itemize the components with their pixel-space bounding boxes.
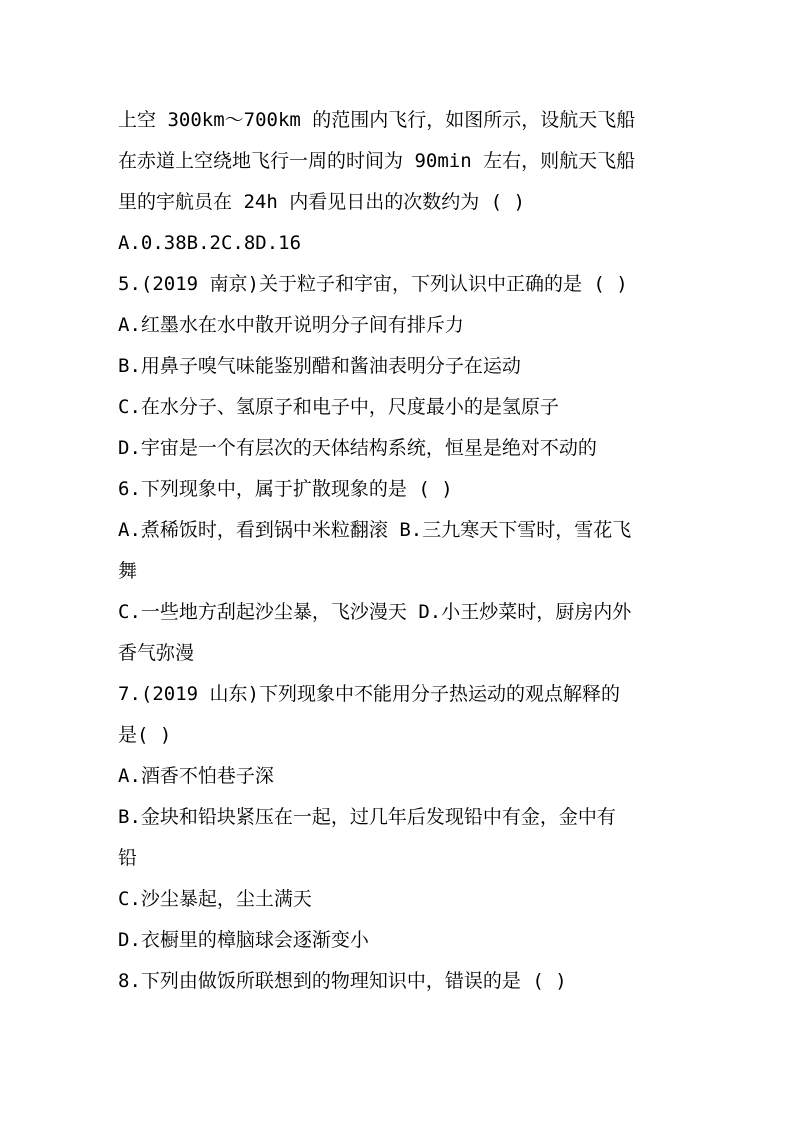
q5-option-a: A.红墨水在水中散开说明分子间有排斥力 xyxy=(118,314,464,336)
q7-stem-cont: 是( ) xyxy=(118,724,172,746)
q7-option-b-cont: 铅 xyxy=(118,847,138,869)
q6-stem: 6.下列现象中，属于扩散现象的是 ( ) xyxy=(118,478,453,500)
q5-option-b: B.用鼻子嗅气味能鉴别醋和酱油表明分子在运动 xyxy=(118,355,521,377)
q4-options: A.0.38B.2C.8D.16 xyxy=(118,232,302,254)
text-line-q4-part1: 上空 300km～700km 的范围内飞行，如图所示，设航天飞船 xyxy=(118,109,636,131)
q7-option-c: C.沙尘暴起，尘土满天 xyxy=(118,888,312,910)
q5-option-c: C.在水分子、氢原子和电子中，尺度最小的是氢原子 xyxy=(118,396,559,418)
q5-stem: 5.(2019 南京)关于粒子和宇宙，下列认识中正确的是 ( ) xyxy=(118,273,628,295)
q5-option-d: D.宇宙是一个有层次的天体结构系统，恒星是绝对不动的 xyxy=(118,437,597,459)
q7-option-a: A.酒香不怕巷子深 xyxy=(118,765,274,787)
text-line-q4-part3: 里的宇航员在 24h 内看见日出的次数约为 ( ) xyxy=(118,191,525,213)
q6-options-ab-cont: 舞 xyxy=(118,560,138,582)
q6-options-cd-cont: 香气弥漫 xyxy=(118,642,195,664)
q6-options-ab: A.煮稀饭时，看到锅中米粒翻滚 B.三九寒天下雪时，雪花飞 xyxy=(118,519,632,541)
q6-options-cd: C.一些地方刮起沙尘暴，飞沙漫天 D.小王炒菜时，厨房内外 xyxy=(118,601,632,623)
q8-stem: 8.下列由做饭所联想到的物理知识中，错误的是 ( ) xyxy=(118,970,567,992)
document-page xyxy=(118,100,678,1002)
q7-option-d: D.衣橱里的樟脑球会逐渐变小 xyxy=(118,929,369,951)
q7-stem: 7.(2019 山东)下列现象中不能用分子热运动的观点解释的 xyxy=(118,683,620,705)
text-line-q4-part2: 在赤道上空绕地飞行一周的时间为 90min 左右，则航天飞船 xyxy=(118,150,636,172)
q7-option-b: B.金块和铅块紧压在一起，过几年后发现铅中有金，金中有 xyxy=(118,806,616,828)
